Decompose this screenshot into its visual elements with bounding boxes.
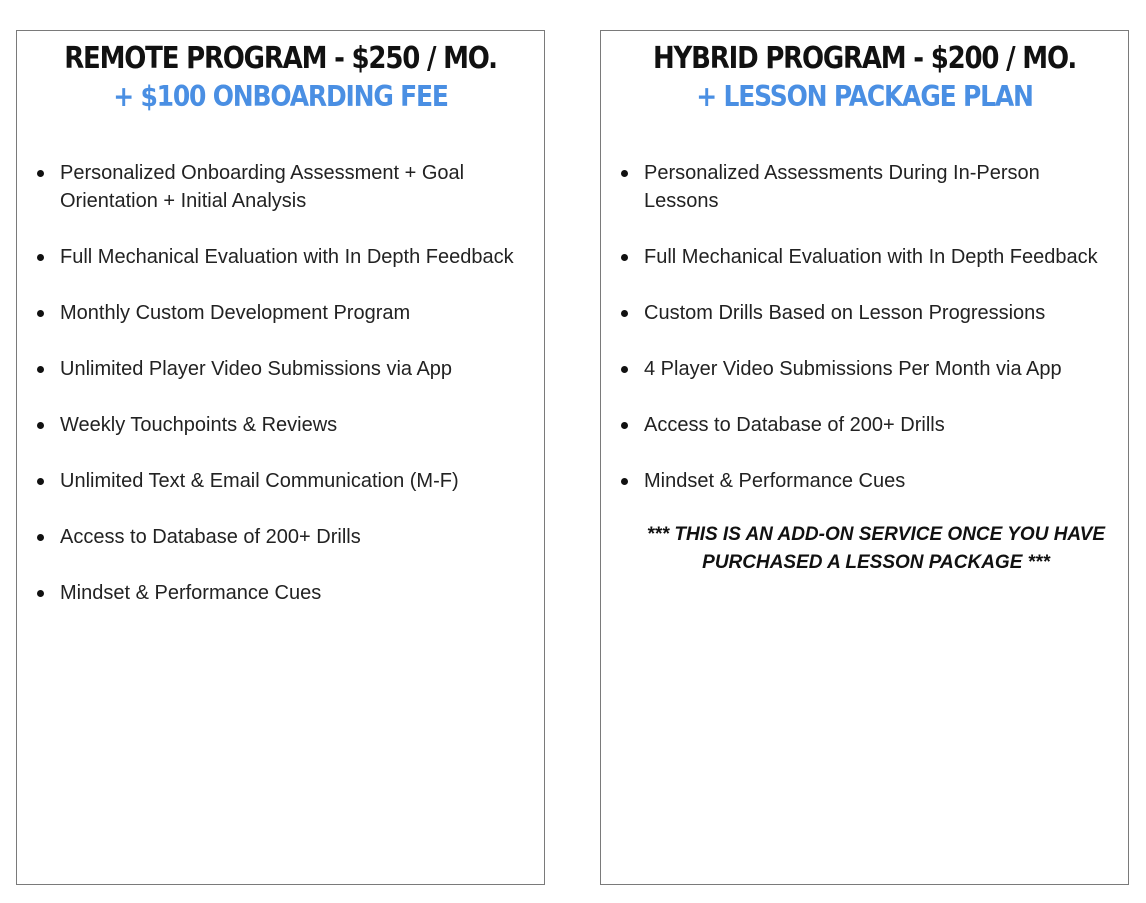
feature-item — [17, 299, 544, 327]
feature-item — [601, 299, 1128, 327]
bullet-icon — [621, 310, 628, 317]
feature-text: Monthly Custom Development Program — [60, 302, 411, 324]
feature-text: Full Mechanical Evaluation with In Depth Feedback — [60, 246, 514, 268]
addon-note-item — [601, 521, 1128, 577]
feature-text: Personalized Assessments During In-Person Lessons — [644, 162, 1040, 212]
bullet-icon — [37, 310, 44, 317]
feature-text: Weekly Touchpoints & Reviews — [60, 414, 338, 436]
remote-program-fee: + $100 ONBOARDING FEE — [113, 79, 448, 114]
feature-text: Access to Database of 200+ Drills — [644, 414, 945, 436]
feature-text: 4 Player Video Submissions Per Month via App — [644, 358, 1062, 380]
feature-item — [601, 411, 1128, 439]
feature-item — [17, 159, 544, 215]
hybrid-feature-list — [601, 159, 1128, 577]
bullet-icon — [37, 170, 44, 177]
bullet-icon — [621, 478, 628, 485]
addon-service-note: *** THIS IS AN ADD-ON SERVICE ONCE YOU HAVE PURCHASED A LESSON PACKAGE *** — [646, 524, 1106, 573]
remote-program-card — [16, 30, 545, 885]
bullet-icon — [621, 170, 628, 177]
feature-item — [17, 523, 544, 551]
bullet-icon — [37, 534, 44, 541]
remote-program-title: REMOTE PROGRAM - $250 / MO. — [64, 41, 497, 76]
bullet-icon — [37, 254, 44, 261]
feature-text: Access to Database of 200+ Drills — [60, 526, 361, 548]
bullet-icon — [37, 366, 44, 373]
feature-text: Mindset & Performance Cues — [644, 470, 906, 492]
feature-item — [601, 355, 1128, 383]
feature-text: Custom Drills Based on Lesson Progressions — [644, 302, 1046, 324]
feature-item — [601, 243, 1128, 271]
feature-item — [17, 411, 544, 439]
feature-text: Unlimited Text & Email Communication (M-F) — [60, 470, 459, 492]
bullet-icon — [621, 254, 628, 261]
hybrid-program-card — [600, 30, 1129, 885]
feature-item — [17, 579, 544, 607]
feature-item — [17, 243, 544, 271]
bullet-icon — [37, 590, 44, 597]
feature-text: Personalized Onboarding Assessment + Goal Orientation + Initial Analysis — [60, 162, 465, 212]
hybrid-program-title: HYBRID PROGRAM - $200 / MO. — [652, 41, 1076, 76]
hybrid-program-plan: + LESSON PACKAGE PLAN — [696, 79, 1033, 114]
bullet-icon — [37, 422, 44, 429]
bullet-icon — [621, 422, 628, 429]
bullet-icon — [37, 478, 44, 485]
feature-item — [601, 467, 1128, 495]
feature-item — [17, 467, 544, 495]
feature-item — [601, 159, 1128, 215]
feature-text: Unlimited Player Video Submissions via App — [60, 358, 453, 380]
feature-text: Mindset & Performance Cues — [60, 582, 322, 604]
remote-feature-list — [17, 159, 544, 635]
bullet-icon — [621, 366, 628, 373]
feature-text: Full Mechanical Evaluation with In Depth Feedback — [644, 246, 1098, 268]
feature-item — [17, 355, 544, 383]
